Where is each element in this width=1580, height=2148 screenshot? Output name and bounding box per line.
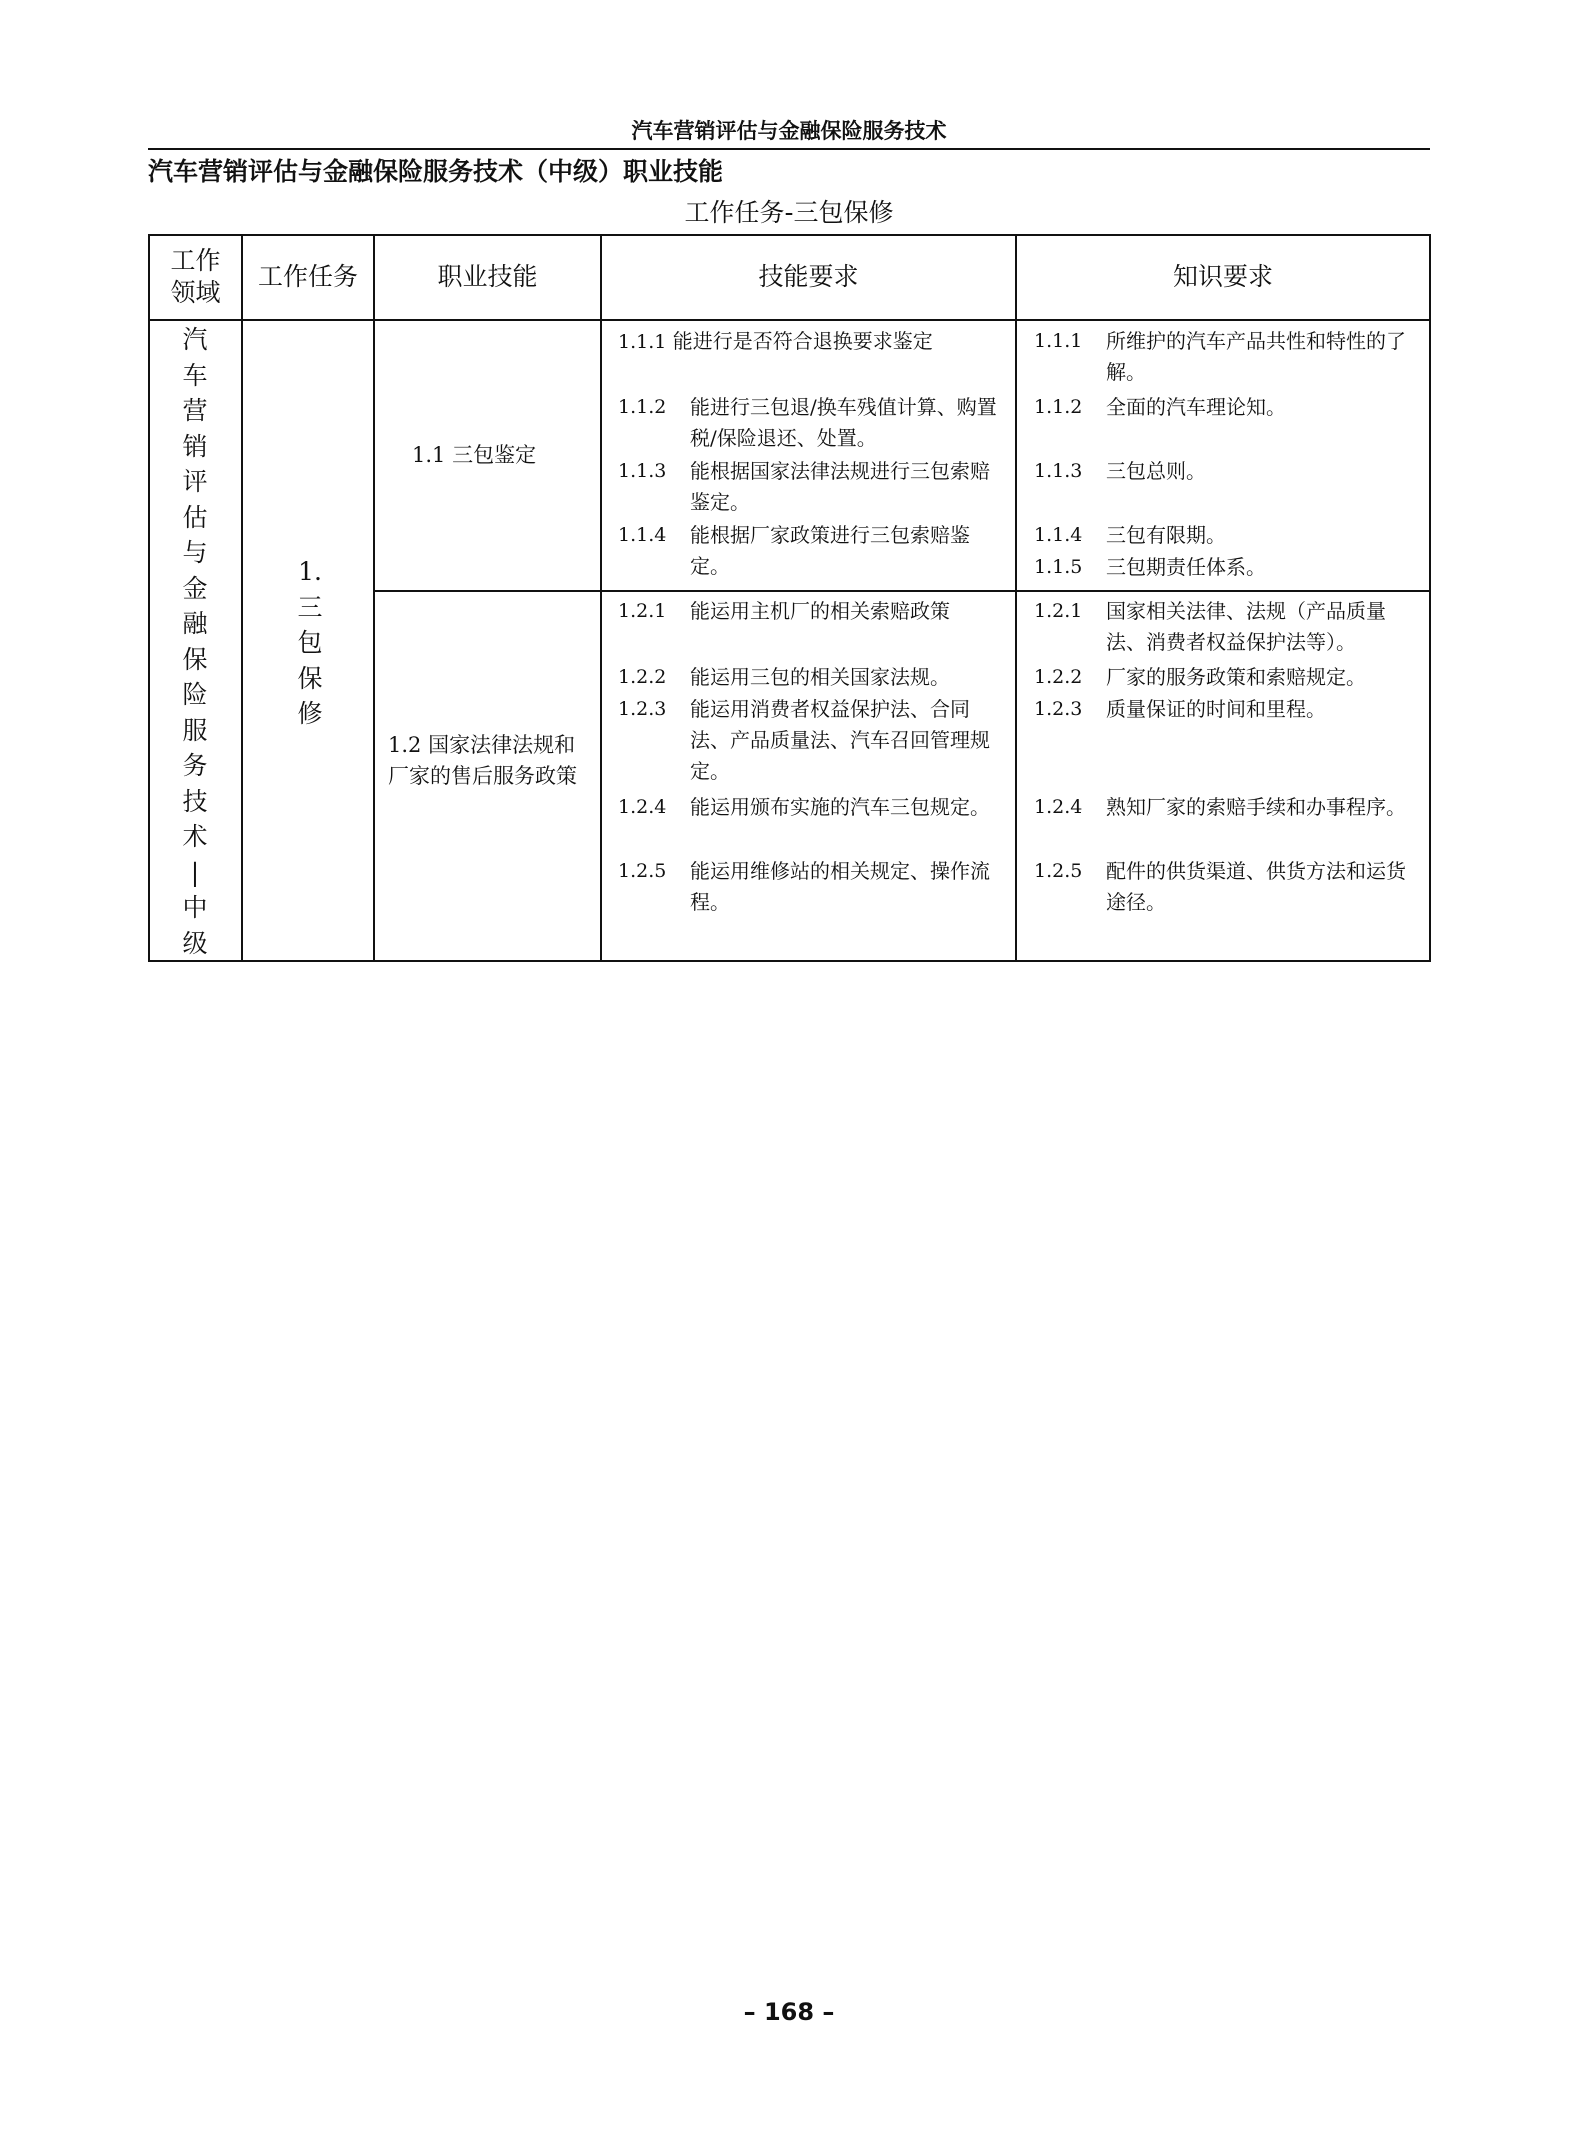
header-rule <box>148 148 1430 150</box>
header-skill: 职业技能 <box>437 262 538 291</box>
column-divider <box>1015 234 1017 962</box>
table-caption: 工作任务-三包保修 <box>684 198 894 227</box>
knowledge-requirement-item: 1.1.3 三包总则。 <box>1034 459 1206 483</box>
skill-requirement-item: 1.1.2 能进行三包退/换车残值计算、购置税/保险退还、处置。 <box>618 395 997 450</box>
column-divider <box>600 234 602 962</box>
knowledge-requirement-item: 1.1.4 三包有限期。 <box>1034 523 1226 547</box>
knowledge-requirement-item: 1.1.1 所维护的汽车产品共性和特性的了解。 <box>1034 329 1406 384</box>
knowledge-requirement-item: 1.2.4 熟知厂家的索赔手续和办事程序。 <box>1034 795 1406 819</box>
skill-requirement-item: 1.2.4 能运用颁布实施的汽车三包规定。 <box>618 795 990 819</box>
header-task: 工作任务 <box>257 262 358 291</box>
knowledge-requirement-item: 1.2.5 配件的供货渠道、供货方法和运货途径。 <box>1034 859 1406 914</box>
skill-requirement-item: 1.1.4 能根据厂家政策进行三包索赔鉴定。 <box>618 523 970 578</box>
skill-requirement-item: 1.2.1 能运用主机厂的相关索赔政策 <box>618 599 950 623</box>
table-border-right <box>1429 234 1431 962</box>
work-domain-cell: 汽 车 营 销 评 估 与 金 融 保 险 服 务 技 术 | 中 级 <box>182 325 208 958</box>
row-divider <box>373 590 1431 592</box>
header-knowledge-requirements: 知识要求 <box>1172 262 1273 291</box>
knowledge-requirement-item: 1.1.5 三包期责任体系。 <box>1034 555 1266 579</box>
skill-requirement-item: 1.1.1 能进行是否符合退换要求鉴定 <box>618 329 933 353</box>
skill-1-2: 1.2 国家法律法规和厂家的售后服务政策 <box>388 733 577 788</box>
table-border-left <box>148 234 150 962</box>
skill-requirement-item: 1.1.3 能根据国家法律法规进行三包索赔鉴定。 <box>618 459 990 514</box>
work-task-cell: 1. 三 包 保 修 <box>297 557 323 728</box>
page-number: – 168 – <box>743 1998 835 2026</box>
skills-table <box>148 234 1431 962</box>
header-skill-requirements: 技能要求 <box>758 262 859 291</box>
table-border-bottom <box>148 960 1431 962</box>
skill-requirement-item: 1.2.3 能运用消费者权益保护法、合同法、产品质量法、汽车召回管理规定。 <box>618 697 990 783</box>
skill-requirement-item: 1.2.5 能运用维修站的相关规定、操作流程。 <box>618 859 990 914</box>
skill-requirement-item: 1.2.2 能运用三包的相关国家法规。 <box>618 665 950 689</box>
column-divider <box>373 234 375 962</box>
skill-1-1: 1.1 三包鉴定 <box>412 443 537 467</box>
knowledge-requirement-item: 1.2.3 质量保证的时间和里程。 <box>1034 697 1326 721</box>
knowledge-requirement-item: 1.1.2 全面的汽车理论知。 <box>1034 395 1286 419</box>
knowledge-requirement-item: 1.2.1 国家相关法律、法规（产品质量法、消费者权益保护法等）。 <box>1034 599 1386 654</box>
knowledge-requirement-item: 1.2.2 厂家的服务政策和索赔规定。 <box>1034 665 1366 689</box>
header-domain: 工作 领域 <box>170 246 221 307</box>
column-divider <box>241 234 243 962</box>
running-header: 汽车营销评估与金融保险服务技术 <box>631 119 947 143</box>
document-title: 汽车营销评估与金融保险服务技术（中级）职业技能 <box>148 157 724 186</box>
